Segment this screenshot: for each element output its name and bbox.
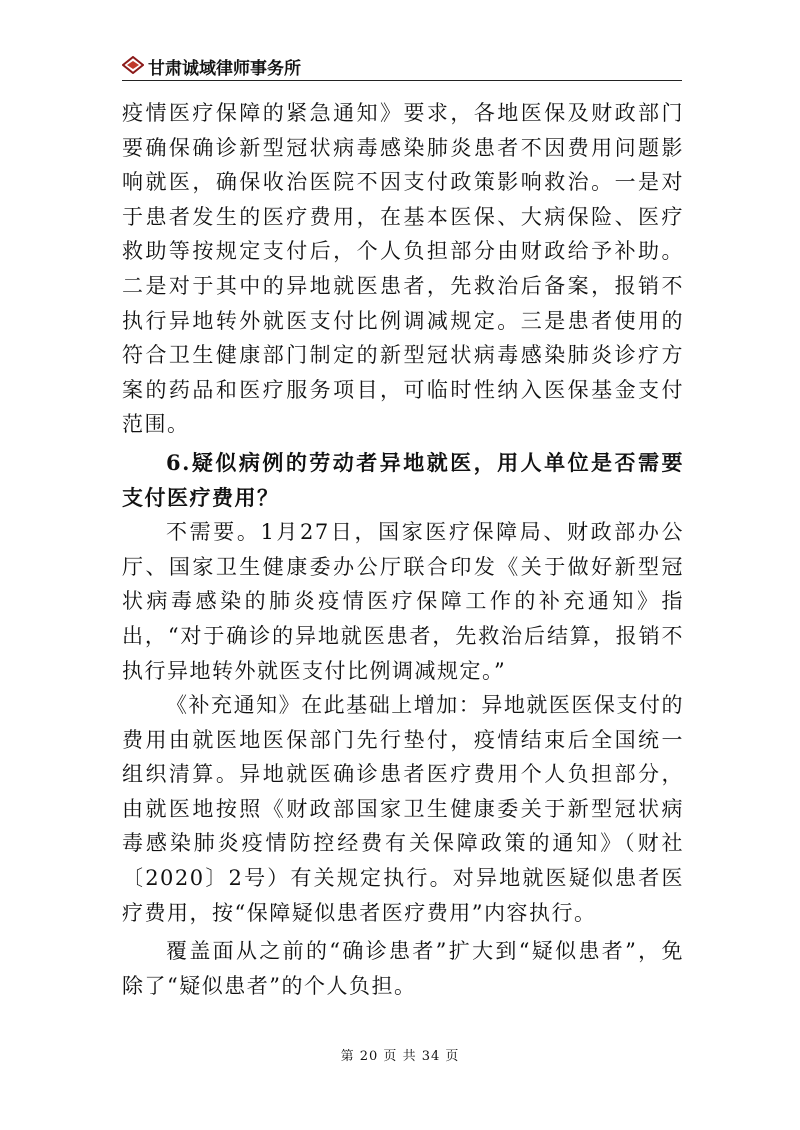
- page-number: 第 20 页 共 34 页: [340, 1049, 460, 1064]
- firm-name: 甘肃诚域律师事务所: [148, 59, 301, 79]
- paragraph: 覆盖面从之前的“确诊患者”扩大到“疑似患者”，免除了“疑似患者”的个人负担。: [122, 939, 684, 998]
- page-header: [122, 50, 682, 78]
- document-body: [122, 96, 684, 1003]
- paragraph: 不需要。1月27日，国家医疗保障局、财政部办公厅、国家卫生健康委办公厅联合印发《关于做好新型冠状病毒感染的肺炎疫情医疗保障工作的补充通知》指出，“对于确诊的异地就医患者，先救治后结算，报销不执行异地转外就医支付比例调减规定。”: [122, 520, 684, 683]
- paragraph: 《补充通知》在此基础上增加：异地就医医保支付的费用由就医地医保部门先行垫付，疫情结束后全国统一组织清算。异地就医确诊患者医疗费用个人负担部分，由就医地按照《财政部国家卫生健康委关于新型冠状病毒感染肺炎疫情防控经费有关保障政策的通知》（财社〔2020〕2号）有关规定执行。对异地就医疑似患者医疗费用，按“保障疑似患者医疗费用”内容执行。: [122, 693, 684, 925]
- section-heading: 6.疑似病例的劳动者异地就医，用人单位是否需要支付医疗费用？: [122, 449, 684, 510]
- header-divider: [122, 80, 682, 81]
- firm-logo-icon: [122, 56, 144, 74]
- paragraph-continuation: 疫情医疗保障的紧急通知》要求，各地医保及财政部门要确保确诊新型冠状病毒感染肺炎患者不因费用问题影响就医，确保收治医院不因支付政策影响救治。一是对于患者发生的医疗费用，在基本医保、大病保险、医疗救助等按规定支付后，个人负担部分由财政给予补助。二是对于其中的异地就医患者，先救治后备案，报销不执行异地转外就医支付比例调减规定。三是患者使用的符合卫生健康部门制定的新型冠状病毒感染肺炎诊疗方案的药品和医疗服务项目，可临时性纳入医保基金支付范围。: [122, 101, 684, 437]
